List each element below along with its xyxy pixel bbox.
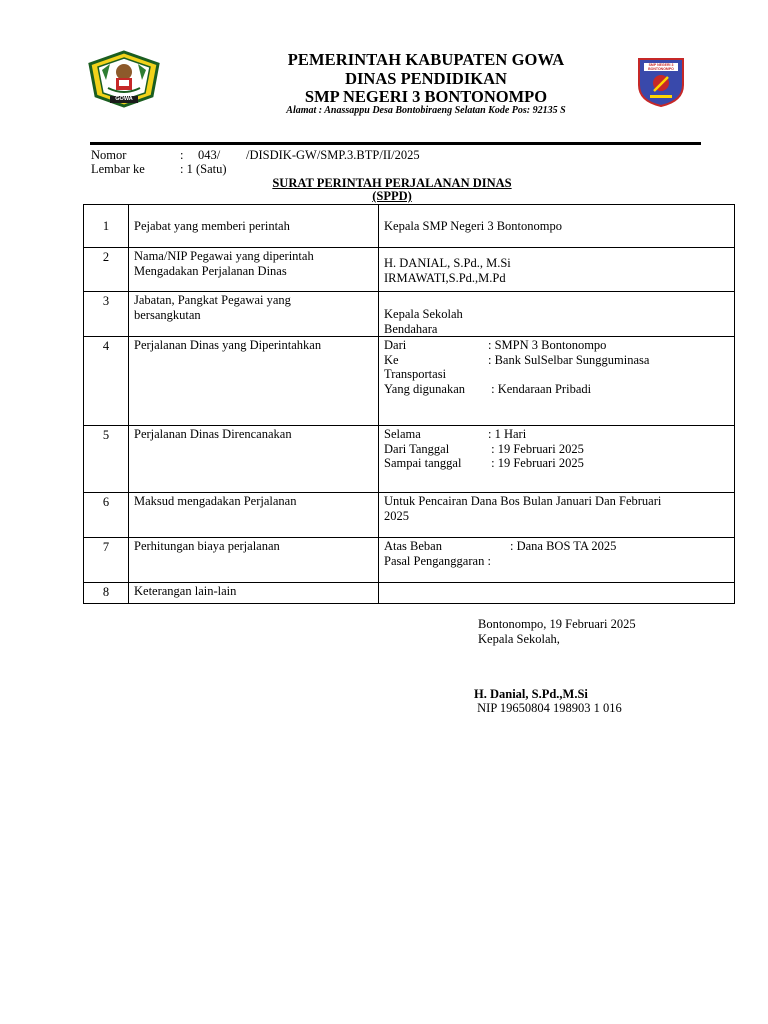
row-label: Jabatan, Pangkat Pegawai yang bbox=[134, 293, 291, 307]
field-key: Yang digunakan bbox=[384, 381, 466, 396]
row-value: H. DANIAL, S.Pd., M.Si bbox=[384, 256, 511, 270]
table-row bbox=[84, 337, 735, 426]
row-value: Kepala Sekolah bbox=[384, 307, 463, 321]
header-school: SMP NEGERI 3 BONTONOMPO bbox=[304, 87, 548, 106]
row-label: Maksud mengadakan Perjalanan bbox=[134, 494, 297, 508]
field-key: Dari bbox=[384, 338, 407, 352]
lembar-label: Lembar ke bbox=[91, 162, 145, 176]
row-label: Perjalanan Dinas Direncanakan bbox=[134, 427, 292, 441]
row-label: bersangkutan bbox=[134, 307, 201, 322]
row-label: Pejabat yang memberi perintah bbox=[134, 219, 290, 233]
row-label: Perhitungan biaya perjalanan bbox=[134, 539, 280, 553]
header-divider bbox=[90, 142, 701, 145]
row-number: 4 bbox=[84, 337, 129, 426]
field-key: Sampai tanggal bbox=[384, 456, 462, 470]
signature-role: Kepala Sekolah, bbox=[478, 632, 560, 646]
field-key: Dari Tanggal bbox=[384, 441, 450, 456]
row-label: Nama/NIP Pegawai yang diperintah bbox=[134, 249, 314, 263]
row-number: 6 bbox=[84, 493, 129, 538]
header-department: DINAS PENDIDIKAN bbox=[345, 69, 507, 88]
table-row bbox=[84, 493, 735, 538]
sppd-table bbox=[83, 204, 735, 604]
signature-place-date: Bontonompo, 19 Februari 2025 bbox=[478, 617, 636, 631]
row-number: 5 bbox=[84, 426, 129, 493]
table-row bbox=[84, 248, 735, 292]
nomor-value: 043/ bbox=[198, 148, 221, 162]
field-key: Selama bbox=[384, 427, 421, 441]
field-key: Pasal Penganggaran : bbox=[384, 553, 491, 568]
nomor-suffix: /DISDIK-GW/SMP.3.BTP/II/2025 bbox=[246, 148, 420, 162]
lembar-value: : 1 (Satu) bbox=[180, 162, 227, 176]
row-value: IRMAWATI,S.Pd.,M.Pd bbox=[384, 270, 506, 285]
row-label: Keterangan lain-lain bbox=[134, 584, 237, 598]
row-value: Kepala SMP Negeri 3 Bontonompo bbox=[384, 219, 562, 233]
document-title: SURAT PERINTAH PERJALANAN DINAS bbox=[272, 176, 512, 190]
row-number: 3 bbox=[84, 292, 129, 337]
gowa-crest-logo bbox=[88, 50, 160, 108]
field-key: Ke bbox=[384, 352, 399, 367]
row-number: 1 bbox=[84, 205, 129, 248]
gowa-logo-text: GOWA bbox=[115, 96, 133, 102]
table-row bbox=[84, 205, 735, 248]
field-key: Atas Beban bbox=[384, 539, 442, 553]
field-value: : 19 Februari 2025 bbox=[488, 441, 584, 456]
field-value: : Kendaraan Pribadi bbox=[488, 381, 592, 396]
table-row bbox=[84, 583, 735, 604]
row-value: Untuk Pencairan Dana Bos Bulan Januari Dan Februari bbox=[384, 494, 662, 508]
field-value: : Dana BOS TA 2025 bbox=[510, 539, 617, 553]
field-value: : Bank SulSelbar Sungguminasa bbox=[488, 352, 650, 367]
signature-nip: NIP 19650804 198903 1 016 bbox=[474, 701, 622, 715]
row-number: 7 bbox=[84, 538, 129, 583]
row-value: 2025 bbox=[384, 508, 409, 523]
row-number: 8 bbox=[84, 583, 129, 604]
nomor-separator: : bbox=[180, 148, 184, 162]
row-label: Perjalanan Dinas yang Diperintahkan bbox=[134, 338, 322, 352]
field-value: : 1 Hari bbox=[488, 427, 527, 441]
row-number: 2 bbox=[84, 248, 129, 292]
school-logo-text: SMP NEGERI 3 BONTONOMPO bbox=[648, 63, 674, 71]
field-value: : SMPN 3 Bontonompo bbox=[488, 338, 607, 352]
header-address: Alamat : Anassappu Desa Bontobiraeng Selatan Kode Pos: 92135 S bbox=[286, 105, 566, 116]
document-title-abbr: (SPPD) bbox=[372, 189, 412, 203]
table-row bbox=[84, 426, 735, 493]
table-row bbox=[84, 538, 735, 583]
nomor-label: Nomor bbox=[91, 148, 127, 162]
field-value: : 19 Februari 2025 bbox=[488, 456, 584, 470]
field-key: Transportasi bbox=[384, 367, 447, 381]
table-row bbox=[84, 292, 735, 337]
signature-name: H. Danial, S.Pd.,M.Si bbox=[474, 687, 588, 701]
school-shield-logo bbox=[636, 57, 686, 107]
row-label: Mengadakan Perjalanan Dinas bbox=[134, 263, 287, 278]
header-government: PEMERINTAH KABUPATEN GOWA bbox=[287, 50, 565, 69]
row-value: Bendahara bbox=[384, 321, 438, 336]
